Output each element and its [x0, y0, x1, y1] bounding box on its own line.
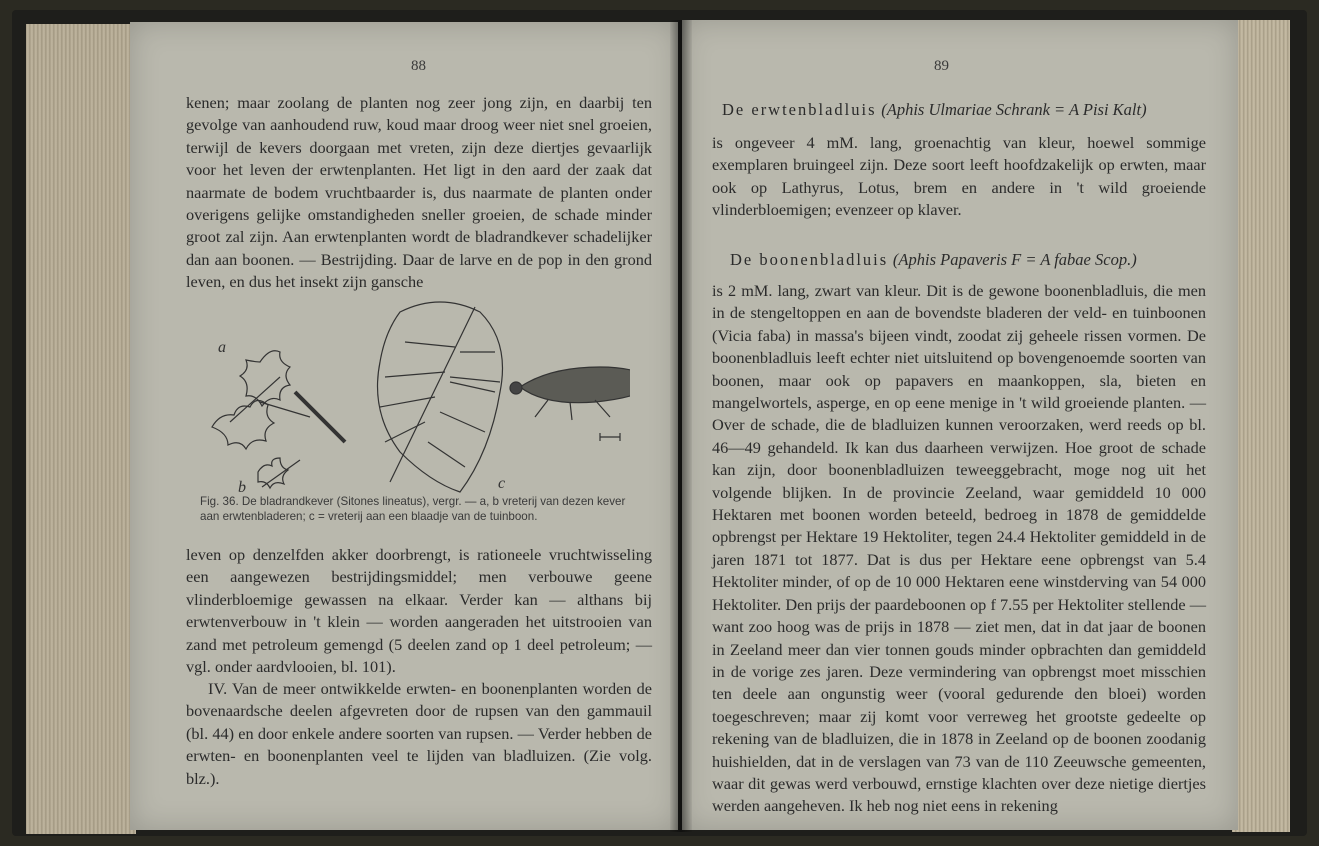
leaf-a-stalk	[230, 377, 280, 422]
page-number-left: 88	[411, 58, 426, 74]
right-paragraph-2: is 2 mM. lang, zwart van kleur. Dit is de gewone boonenbladluis, die men in de stengeltoppen en aan de bovendste bladeren der veld- en tuinboonen (Vicia faba) in massa's bijeen vindt, zoodat zij geheele rissen vormen. De boonenbladluis leeft echter niet uitsluitend op bovengenoemde soorten van boonen, maar ook op papavers en maankoppen, sla, bieten en mangelwortels, asperge, en op eene menige in 't wild groeiende planten. — Over de schade, die de bladluizen kunnen veroorzaken, werd reeds op bl. 46—49 gehandeld. Ik kan dus daarheen verwijzen. Hoe groot de schade kan zijn, door boonenbladluizen teweeggebracht, moge nog uit het volgende blijken. In de provincie Zeeland, waar gemiddeld 10 000 Hektaren met boonen worden beteeld, bedroeg in 1878 de gemiddelde opbrengst per Hektare 19 Hektoliter, tegen 24.4 Hektoliter gemiddeld in de jaren 1871 tot 1877. Dat is dus per Hektare eene opbrengst van 5.4 Hektoliter minder, of op de 10 000 Hektaren eene winstderving van 54 000 Hektoliter. Den prijs der paardeboonen op f 7.55 per Hektoliter stellende — want zoo hoog was de prijs in 1878 — ziet men, dat in dat jaar de boonen in Zeeland meer dan vier tonnen gouds minder opbrachten dan gemiddeld in de vorige zes jaren. Deze vermindering van opbrengst moet misschien ten deele aan ongunstig weer (vooral gedurende den bloei) worden toegeschreven; maar zij komt voor verreweg het grootste gedeelte op rekening van de bladluizen, die in 1878 in Zeeland op de boonen zoodanig huishielden, dat in de verslagen van 73 van de 110 Zeeuwsche gemeenten, waar dit gewas werd verbouwd, ernstige klachten over deze nietige diertjes werden aangeheven. Ik heb nog niet eens in rekening	[712, 281, 1206, 816]
left-bottom-paragraph: IV. Van de meer ontwikkelde erwten- en boonenplanten worden de bovenaardsche deelen afgevreten door de rupsen van den gammauil (bl. 44) en door enkele andere soorten van rupsen. — Verder hebben de erwten- en boonenplanten veel te lijden van bladluizen. (Zie volg. blz.).	[186, 679, 652, 788]
page-edges-left	[26, 24, 136, 834]
stem-a	[295, 392, 345, 442]
figure-caption: Fig. 36. De bladrandkever (Sitones lineatus), vergr. — a, b vreterij van dezen kever aan erwtenbladeren; c = vreterij aan een blaadje van de tuinboon.	[200, 495, 626, 523]
leaf-a-upper	[240, 351, 290, 406]
beetle-body	[520, 367, 630, 403]
book-gutter	[670, 20, 692, 832]
leaf-a-lower	[212, 400, 274, 449]
right-page	[682, 20, 1238, 830]
label-c: c	[498, 475, 506, 492]
label-b: b	[238, 479, 246, 496]
heading-erwtenbladluis: De erwtenbladluis (Aphis Ulmariae Schrank = A Pisi Kalt)	[722, 100, 1147, 119]
heading-boonenbladluis: De boonenbladluis (Aphis Papaveris F = A fabae Scop.)	[730, 250, 1137, 269]
leaf-b	[258, 458, 288, 488]
beetle-figure	[200, 282, 630, 502]
page-number-right: 89	[934, 58, 949, 74]
leaf-c-outline	[378, 302, 506, 492]
left-middle-paragraph: leven op denzelfden akker doorbrengt, is rationeele vruchtwisseling een aangewezen bestrijdingsmiddel; men verbouwe geene vlinderbloemige gewassen na elkaar. Verder kan — althans bij erwtenverbouw in 't klein — worden aangeraden het uitstrooien van zand met petroleum gemengd (5 deelen zand op 1 deel petroleum; — vgl. onder aardvlooien, bl. 101).	[186, 545, 652, 677]
label-a: a	[218, 339, 226, 356]
beetle-head	[510, 382, 522, 394]
left-page	[130, 22, 678, 830]
leaf-c-midrib	[390, 307, 475, 482]
page-edges-right	[1232, 20, 1290, 832]
scale-bar	[600, 433, 620, 441]
right-paragraph-1: is ongeveer 4 mM. lang, groenachtig van kleur, hoewel sommige exemplaren bruingeel zijn. Deze soort leeft hoofdzakelijk op erwten, maar ook op Lathyrus, Lotus, brem en andere in 't wild groeiende vlinderbloemigen; evenzeer op klaver.	[712, 133, 1206, 220]
left-top-paragraph: kenen; maar zoolang de planten nog zeer jong zijn, en daarbij ten gevolge van aanhoudend ruw, koud maar droog weer niet snel groeien, terwijl de kevers doorgaan met vreten, zijn deze diertjes gevaarlijk voor het leven der erwtenplanten. Het ligt in den aard der zaak dat naarmate de bodem vruchtbaarder is, dus naarmate de planten onder overigens gelijke omstandigheden sneller groeien, de schade minder groot zal zijn. Aan erwtenplanten wordt de bladrandkever schadelijker dan aan boonen. — Bestrijding. Daar de larve en de pop in den grond leven, en dus het insekt zijn gansche	[186, 93, 652, 292]
